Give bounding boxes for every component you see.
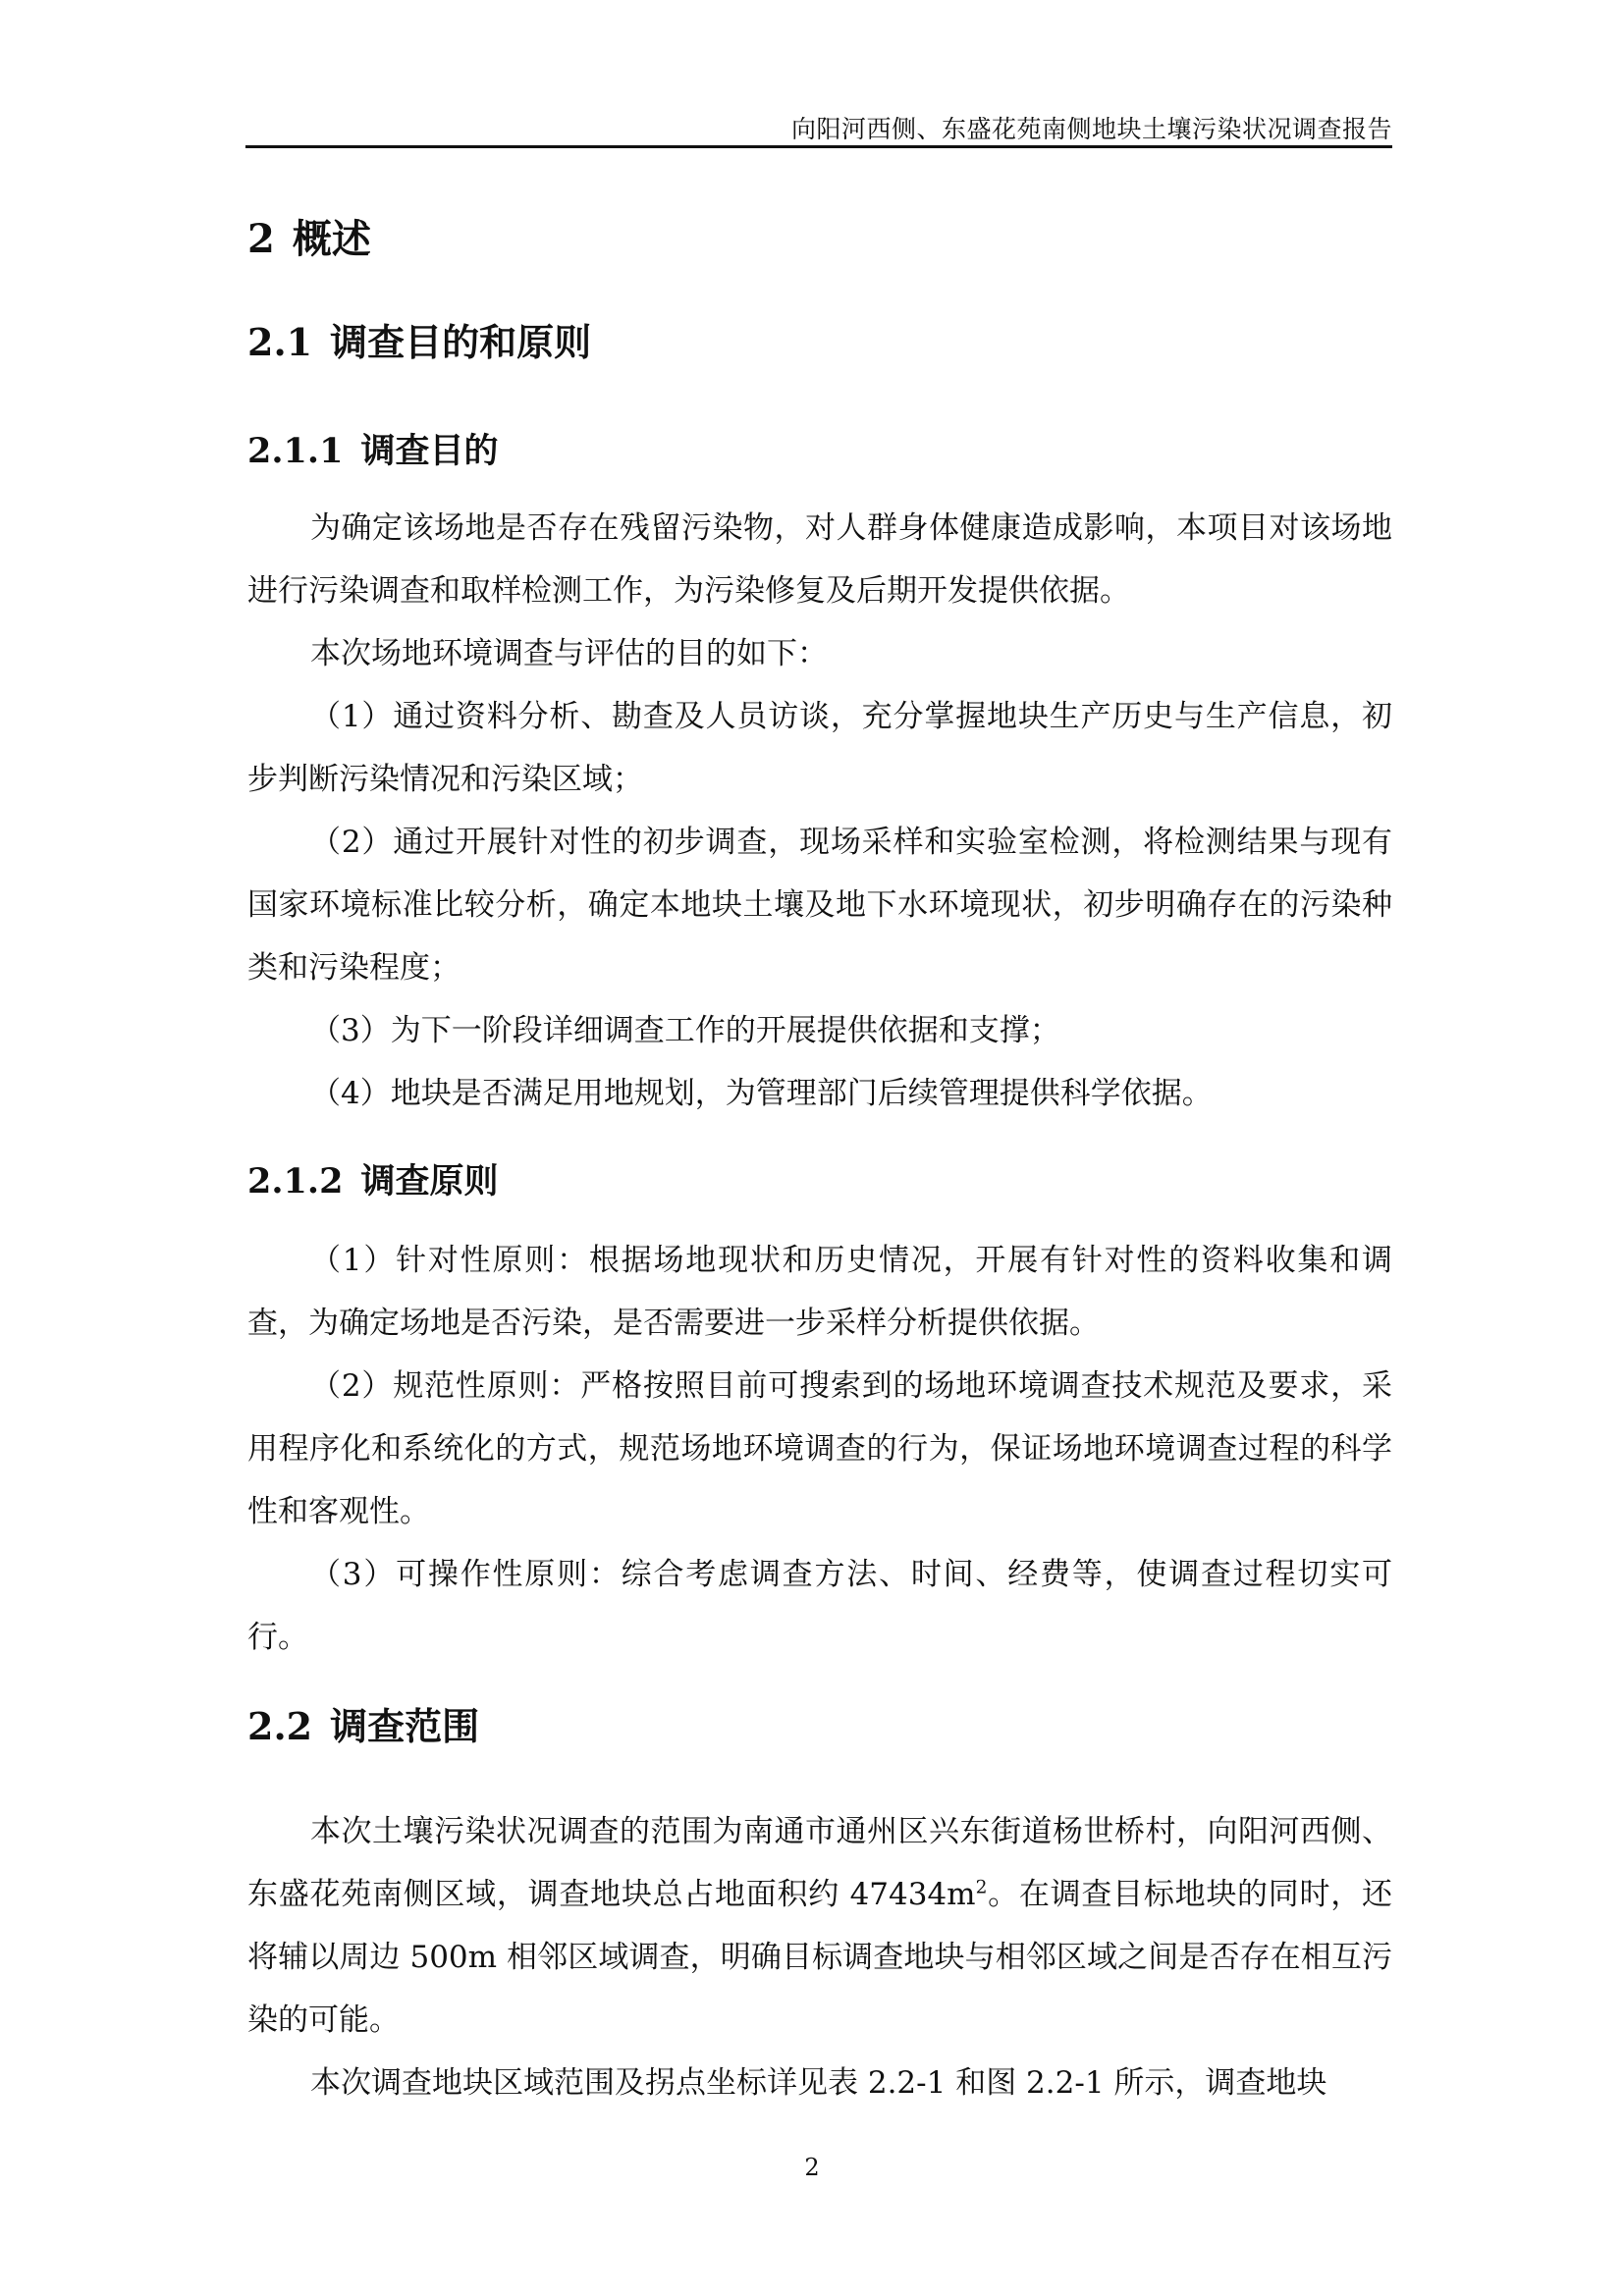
section-heading-2-1-1 (247, 424, 498, 473)
paragraph: （2）通过开展针对性的初步调查，现场采样和实验室检测，将检测结果与现有国家环境标准比较分析，确定本地块土壤及地下水环境现状，初步明确存在的污染种类和污染程度； (247, 825, 1392, 986)
paragraph: 为确定该场地是否存在残留污染物，对人群身体健康造成影响，本项目对该场地进行污染调查和取样检测工作，为污染修复及后期开发提供依据。 (247, 510, 1392, 609)
section-title: 调查范围 (330, 1704, 480, 1748)
section-heading-2-1-2 (247, 1154, 498, 1203)
paragraph (247, 1800, 1392, 2052)
section-number: 2.1 (247, 320, 313, 364)
header-rule (245, 145, 1392, 148)
running-header: 向阳河西侧、东盛花苑南侧地块土壤污染状况调查报告 (790, 115, 1392, 143)
paragraph: （2）规范性原则：严格按照目前可搜索到的场地环境调查技术规范及要求，采用程序化和系统化的方式，规范场地环境调查的行为，保证场地环境调查过程的科学性和客观性。 (247, 1368, 1392, 1529)
paragraph: 本次场地环境调查与评估的目的如下： (310, 636, 828, 671)
paragraph: （1）针对性原则：根据场地现状和历史情况，开展有针对性的资料收集和调查，为确定场地是否污染，是否需要进一步采样分析提供依据。 (247, 1243, 1392, 1341)
section-title: 调查目的 (360, 431, 499, 471)
paragraph: （3）可操作性原则：综合考虑调查方法、时间、经费等，使调查过程切实可行。 (247, 1557, 1392, 1655)
section-number: 2.1.1 (247, 431, 344, 471)
paragraph: 本次调查地块区域范围及拐点坐标详见表 2.2-1 和图 2.2-1 所示，调查地块 (310, 2065, 1327, 2101)
section-heading-2-1 (247, 312, 591, 366)
chapter-title: 概述 (292, 216, 371, 262)
page-number: 2 (804, 2154, 820, 2181)
paragraph-text: 本次土壤污染状况调查的范围为南通市通州区兴东街道杨世桥村，向阳河西侧、东盛花苑南侧区域，调查地块总占地面积约 47434m (247, 1814, 1392, 1912)
paragraph: （1）通过资料分析、勘查及人员访谈，充分掌握地块生产历史与生产信息，初步判断污染情况和污染区域； (247, 699, 1392, 797)
paragraph: （3）为下一阶段详细调查工作的开展提供依据和支撑； (310, 1013, 1060, 1048)
section-title: 调查目的和原则 (330, 320, 592, 364)
paragraph: （4）地块是否满足用地规划，为管理部门后续管理提供科学依据。 (310, 1076, 1213, 1111)
chapter-heading (247, 208, 371, 264)
section-heading-2-2 (247, 1696, 479, 1750)
paragraph-text: 。在调查目标地块的同时，还将辅以周边 500m 相邻区域调查，明确目标调查地块与相邻区域之间是否存在相互污染的可能。 (247, 1877, 1393, 2038)
chapter-number: 2 (247, 216, 275, 262)
section-title: 调查原则 (360, 1161, 499, 1201)
superscript: 2 (975, 1877, 988, 1898)
section-number: 2.1.2 (247, 1161, 344, 1201)
section-number: 2.2 (247, 1704, 313, 1748)
